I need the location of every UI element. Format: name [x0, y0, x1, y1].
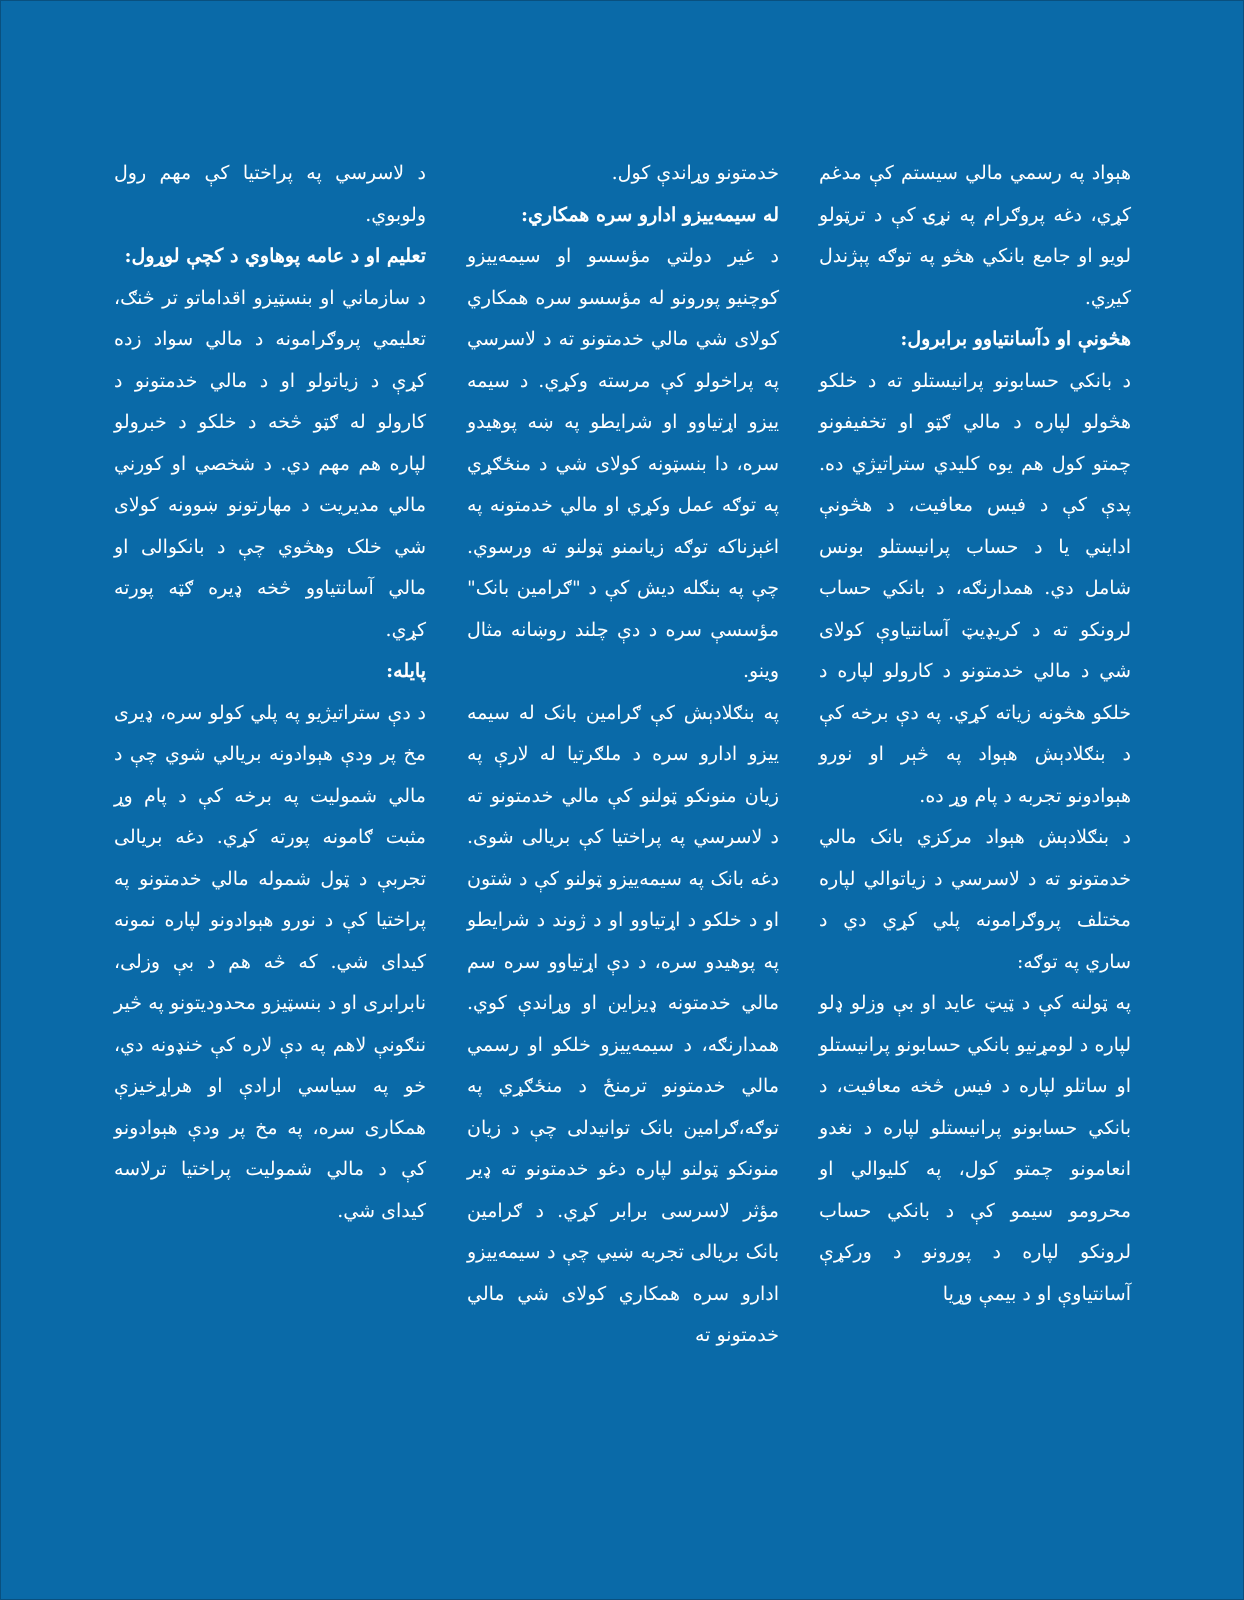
text-column-left: [114, 153, 426, 1232]
body-paragraph: د سازماني او بنسټيزو اقداماتو تر څنګ، تعليمي پروګرامونه د مالي سواد زده کړې د زياتولو او د مالي خدمتونو د کارولو له ګټو څخه د خلکو د خبرولو لپاره هم مهم دي. د شخصي او کورني مالي مديريت د مهارتونو ښوونه کولای شي خلک وهڅوي چې د بانکوالی او مالي آسانتياوو څخه ډيره ګټه پورته کړي.: [114, 286, 426, 641]
section-heading: پايله:: [386, 660, 426, 682]
section-heading: هڅونې او دآسانتياوو برابرول:: [900, 328, 1131, 350]
body-paragraph: په بنګلادېش کې ګرامين بانک له سيمه ييزو ادارو سره د ملګرتيا له لارې په زيان منونکو ټولنو کې مالي خدمتونو ته د لاسرسي په پراختيا کې بريالی شوی. دغه بانک په سيمه‌ييزو ټولنو کې د شتون او د خلکو د اړتياوو او د ژوند د شرايطو په پوهيدو سره، د دې اړتياوو سره سم مالي خدمتونه ډيزاين او وړاندې کوي. همدارنګه، د سيمه‌ييزو خلکو او رسمي مالي خدمتونو ترمنځ د منځګړي په توګه،ګرامين بانک توانيدلی چې د زيان منونکو ټولنو لپاره دغو خدمتونو ته ډير مؤثر لاسرسی برابر کړي. د ګرامين بانک بريالی تجربه ښيي چې د سيمه‌ييزو ادارو سره همکاري کولای شي مالي خدمتونو ته: [467, 701, 779, 1346]
body-paragraph: د بنګلادېش هېواد مرکزي بانک مالي خدمتونو ته د لاسرسي د زياتوالي لپاره مختلف پروګرامونه پلي کړي دي د ساري په توګه:: [819, 826, 1131, 973]
section-heading: له سيمه‌ييزو ادارو سره همکاري:: [520, 203, 779, 226]
body-paragraph: په ټولنه کې د ټيټ عايد او بې وزلو ډلو لپاره د لومړنيو بانکي حسابونو پرانيستلو او ساتلو لپاره د فيس څخه معافيت، د بانکي حسابونو پرانيستلو لپاره د نغدو انعامونو چمتو کول، په کليوالي او محرومو سيمو کې د بانکي حساب لرونکو لپاره د پورونو د ورکړې آسانتياوې او د بيمې وړيا: [819, 992, 1131, 1305]
body-paragraph: د بانکي حسابونو پرانيستلو ته د خلکو هڅولو لپاره د مالي ګټو او تخفيفونو چمتو کول هم يوه کليدي ستراتيژي ده. پدې کې د فيس معافيت، د هڅونې ادايني يا د حساب پرانيستلو بونس شامل دي. همدارنګه، د بانکي حساب لرونکو ته د کريډيټ آسانتياوې کولای شي د مالي خدمتونو د کارولو لپاره د خلکو هڅونه زياته کړي. په دې برخه کې د بنګلادېش هېواد په څېر او نورو هېوادونو تجربه د پام وړ ده.: [819, 369, 1131, 807]
body-paragraph: خدمتونو وړاندې کول.: [611, 162, 779, 184]
body-paragraph: د دې ستراتيژيو په پلي کولو سره، ډيری مخ پر ودې هېوادونه بريالي شوي چې د مالي شموليت په برخه کې د پام وړ مثبت ګامونه پورته کړي. دغه بريالی تجربې د ټول شموله مالي خدمتونو په پراختيا کې د نورو هېوادونو لپاره نمونه کيدای شي. که څه هم د بې وزلی، نابرابری او د بنسټيزو محدوديتونو په څير ننګونې لاهم په دې لاره کې خنډونه دي، خو په سياسي ارادې او هراړخيزې همکاری سره، په مخ پر ودې هېوادونو کې د مالي شموليت پراختيا ترلاسه کيدای شي.: [114, 701, 426, 1222]
body-paragraph: د غير دولتي مؤسسو او سيمه‌ييزو کوچنيو پورونو له مؤسسو سره همکاري کولای شي مالي خدمتونو ته د لاسرسي په پراخولو کې مرسته وکړي. د سيمه ييزو اړتياوو او شرايطو په ښه پوهيدو سره، دا بنسټونه کولای شي د منځګړي په توګه عمل وکړي او مالي خدمتونه په اغېزناکه توګه زيانمنو ټولنو ته ورسوي. چې په بنګله ديش کې د "ګرامين بانک" مؤسسې سره د دې چلند روښانه مثال وينو.: [467, 245, 779, 682]
section-heading: تعليم او د عامه پوهاوي د کچې لوړول:: [124, 245, 426, 267]
body-paragraph: د لاسرسي په پراختيا کې مهم رول ولوبوي.: [114, 162, 426, 226]
body-paragraph: هېواد په رسمي مالي سيستم کې مدغم کړي، دغه پروګرام په نړۍ کې د ترټولو لويو او جامع بانکي هڅو په توګه پېژندل کيږي.: [819, 162, 1131, 309]
text-column-middle: [467, 153, 779, 1357]
text-column-right: [819, 153, 1131, 1315]
